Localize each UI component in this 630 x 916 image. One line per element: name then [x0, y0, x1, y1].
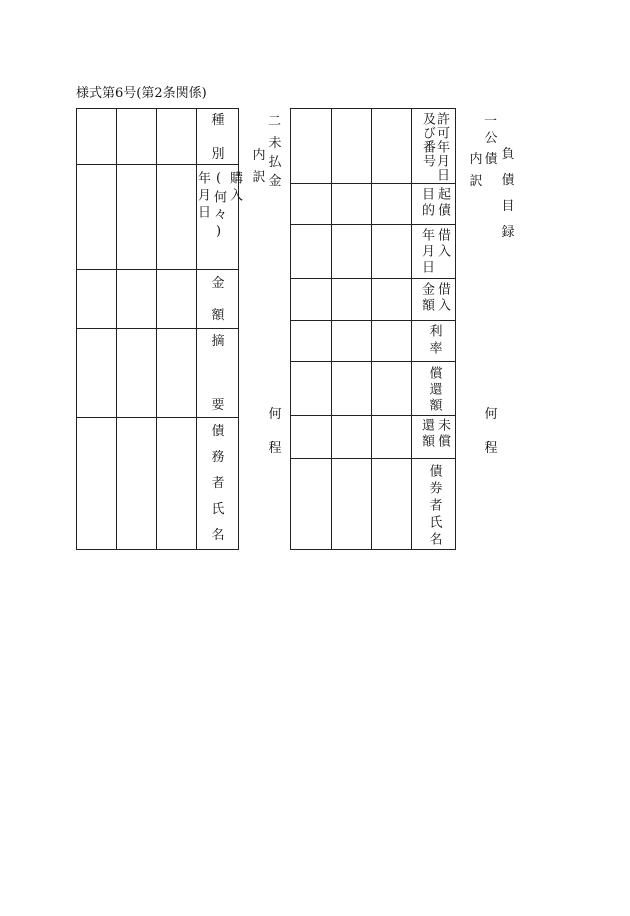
section1-number: 一: [484, 114, 498, 129]
unpaid-col-debtor-name-char: 名: [211, 528, 225, 543]
unpaid-table-rowline: [76, 328, 239, 329]
unpaid-col-type: [211, 113, 225, 163]
bond-col-borrow-amount-text: 借入 金額: [419, 282, 450, 314]
section2-amount-note-char: 何: [268, 407, 282, 422]
section1-amount-note-char: 程: [484, 441, 498, 456]
bond-col-creditor-name-text: 債券者氏名: [426, 464, 442, 549]
bond-col-unrepaid-amount: [412, 416, 456, 458]
bond-col-permit-date-number: [412, 109, 456, 183]
bond-col-unrepaid-amount-text: 未償 還額: [419, 418, 450, 450]
bond-col-borrow-date-text: 借入 年月日: [419, 228, 450, 276]
bond-col-purpose-text: 起債 目的: [419, 187, 450, 219]
section1-breakdown-char: 内: [469, 152, 483, 167]
section1-amount-note: [484, 407, 498, 461]
bond-col-borrow-date: [412, 225, 456, 278]
section1-name: [484, 131, 498, 173]
bond-col-repaid-amount-text: 償還額: [426, 366, 442, 414]
unpaid-table-colline: [116, 108, 117, 550]
unpaid-col-debtor-name-char: 者: [211, 476, 225, 491]
unpaid-col-type-char: 別: [211, 147, 225, 162]
main-title-char: 録: [501, 225, 515, 240]
section2-name-char: 金: [268, 174, 282, 189]
unpaid-col-type-char: 種: [211, 113, 225, 128]
section1-name-char: 公: [484, 131, 498, 146]
section1-name-char: 債: [484, 152, 498, 167]
section2-breakdown: [252, 148, 266, 192]
unpaid-col-remarks-char: 要: [211, 398, 225, 413]
section1-breakdown: [469, 152, 483, 196]
section2-breakdown-char: 訳: [252, 170, 266, 185]
section2-name-char: 未: [268, 136, 282, 151]
bond-table-colline: [371, 108, 372, 550]
main-title: [501, 147, 515, 251]
unpaid-col-purchase-date-text: 購入(何々) 年月日: [195, 171, 242, 243]
main-title-char: 目: [501, 199, 515, 214]
bond-col-permit-date-number-text: 許可年月日 及び番号: [420, 112, 449, 182]
unpaid-table-rowline: [76, 417, 239, 418]
unpaid-col-debtor-name: [211, 424, 225, 544]
bond-col-purpose: [412, 184, 456, 224]
unpaid-col-amount-char: 額: [211, 308, 225, 323]
main-title-char: 債: [501, 173, 515, 188]
bond-col-interest-rate: [412, 321, 456, 361]
bond-col-creditor-name: [412, 459, 456, 550]
main-title-char: 負: [501, 147, 515, 162]
unpaid-table-colline: [156, 108, 157, 550]
section2-breakdown-char: 内: [252, 148, 266, 163]
section1-breakdown-char: 訳: [469, 174, 483, 189]
unpaid-col-debtor-name-char: 債: [211, 424, 225, 439]
bond-col-borrow-amount: [412, 279, 456, 320]
unpaid-col-amount-char: 金: [211, 276, 225, 291]
bond-col-interest-rate-text: 利率: [426, 324, 442, 358]
section1-amount-note-char: 何: [484, 407, 498, 422]
unpaid-col-remarks: [211, 334, 225, 414]
unpaid-col-amount: [211, 276, 225, 324]
section2-number: 二: [268, 114, 282, 129]
section2-name-char: 払: [268, 155, 282, 170]
section2-name: [268, 136, 282, 193]
bond-table-colline: [331, 108, 332, 550]
bond-col-repaid-amount: [412, 362, 456, 415]
form-title: 様式第6号(第2条関係): [76, 86, 207, 101]
unpaid-col-remarks-char: 摘: [211, 334, 225, 349]
section2-amount-note-char: 程: [268, 441, 282, 456]
unpaid-col-debtor-name-char: 氏: [211, 502, 225, 517]
section2-amount-note: [268, 407, 282, 461]
unpaid-col-purchase-date: [195, 165, 242, 269]
unpaid-col-debtor-name-char: 務: [211, 450, 225, 465]
